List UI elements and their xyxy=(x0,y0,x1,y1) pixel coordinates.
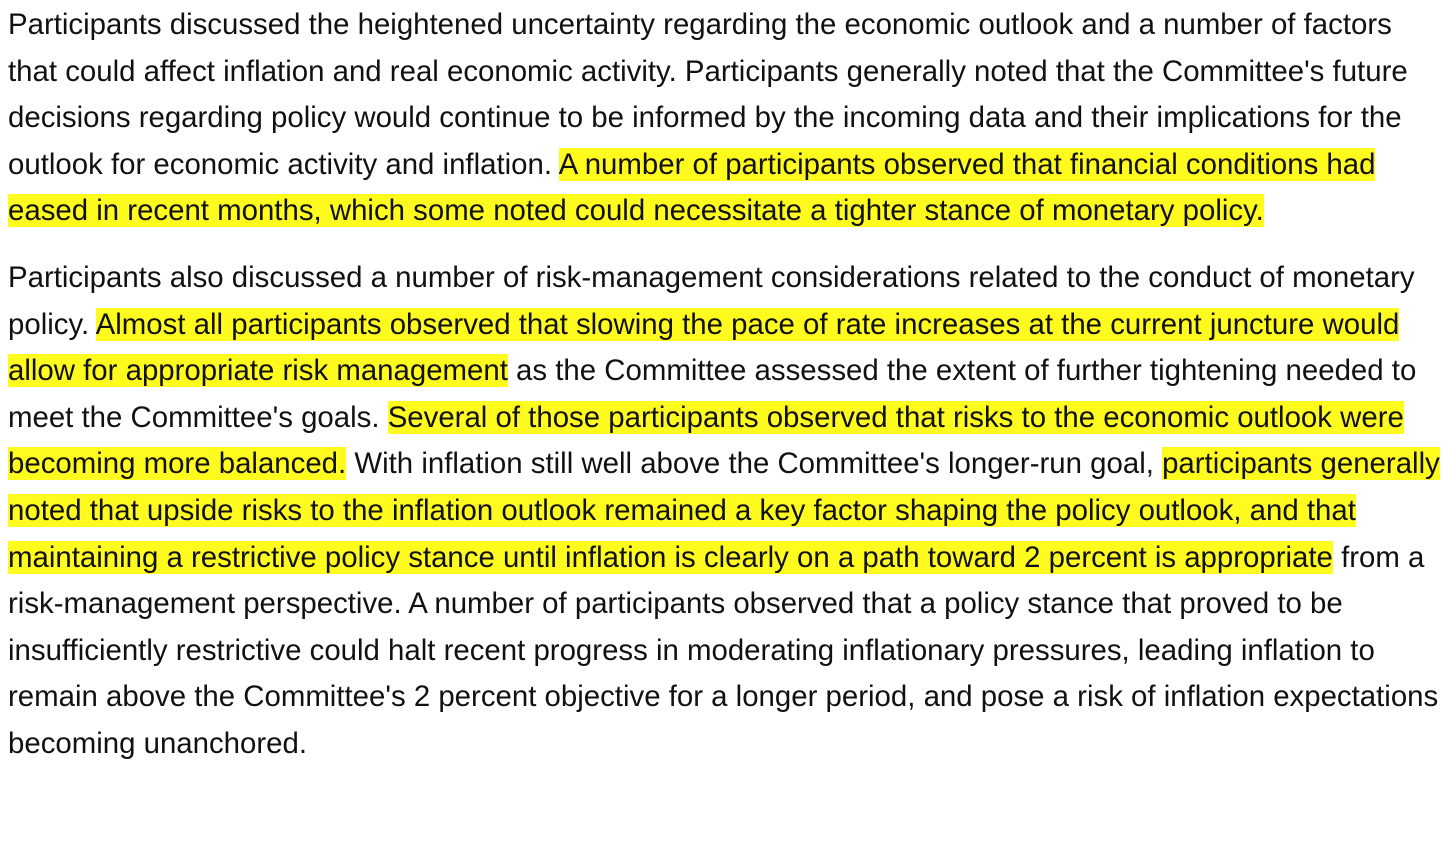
text-segment: Participants discussed the heightened uncertainty regarding the economic outlook and a number of factors that could affect inflation and real economic activity. Participants generally noted that the Committee's future decisions regarding policy would continue to be informed by the incoming data and their implications for the outlook for economic activity and inflation. xyxy=(8,8,1408,181)
paragraph-economic-outlook xyxy=(8,2,1444,235)
text-segment: With inflation still well above the Committee's longer-run goal, xyxy=(346,447,1163,481)
highlighted-text: Almost all participants observed that slowing the pace of rate increases at the current juncture would allow for appropriate risk management xyxy=(8,307,1400,388)
text-segment: from a risk-management perspective. A number of participants observed that a policy stance that proved to be insufficiently restrictive could halt recent progress in moderating inflationary pressures, leading inflation to remain above the Committee's 2 percent objective for a longer period, and pose a risk of inflation expectations becoming unanchored. xyxy=(8,540,1439,760)
highlighted-text: Several of those participants observed that risks to the economic outlook were becoming more balanced. xyxy=(8,400,1404,481)
paragraph-risk-management xyxy=(8,255,1444,768)
highlighted-text: A number of participants observed that financial conditions had eased in recent months, which some noted could necessitate a tighter stance of monetary policy. xyxy=(8,147,1376,228)
text-segment: as the Committee assessed the extent of further tightening needed to meet the Committee's goals. xyxy=(8,354,1417,434)
highlighted-text: participants generally noted that upside risks to the inflation outlook remained a key factor shaping the policy outlook, and that maintaining a restrictive policy stance until inflation is clearly on a path toward 2 percent is appropriate xyxy=(8,447,1440,574)
text-segment: Participants also discussed a number of risk-management considerations related to the conduct of monetary policy. xyxy=(8,260,1415,341)
document-body xyxy=(0,2,1456,768)
